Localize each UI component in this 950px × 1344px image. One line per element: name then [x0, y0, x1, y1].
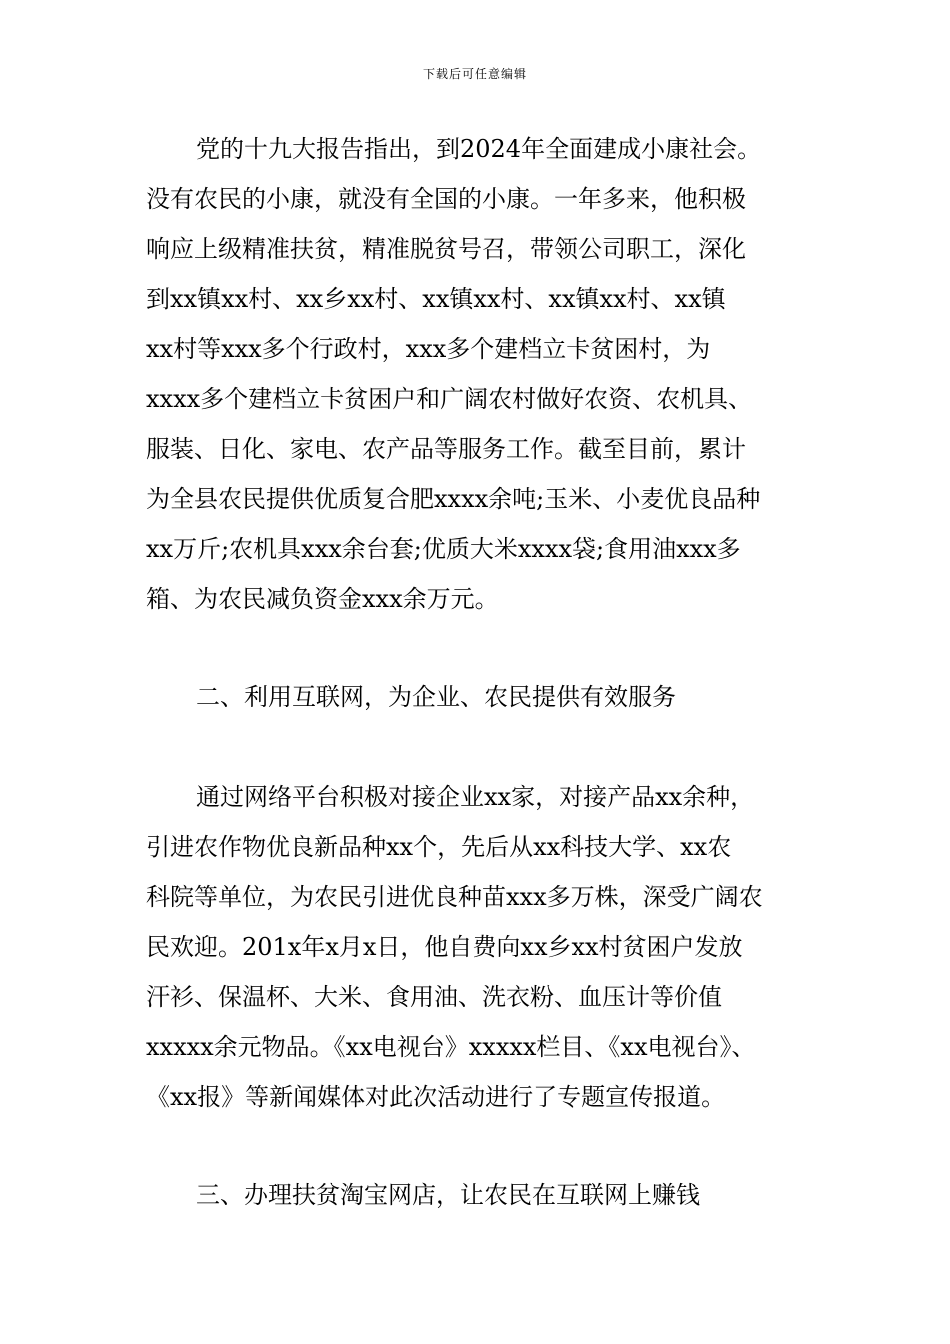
paragraph-line: xx万斤;农机具xxx余台套;优质大米xxxx袋;食用油xxx多 — [146, 535, 741, 563]
paragraph-line: 到xx镇xx村、xx乡xx村、xx镇xx村、xx镇xx村、xx镇 — [146, 285, 726, 313]
section-heading: 三、办理扶贫淘宝网店，让农民在互联网上赚钱 — [196, 1181, 700, 1209]
paragraph-line: 箱、为农民减负资金xxx余万元。 — [146, 585, 499, 613]
header-note: 下载后可任意编辑 — [422, 67, 527, 81]
paragraph-line: 民欢迎。201x年x月x日，他自费向xx乡xx村贫困户发放 — [146, 933, 743, 961]
paragraph-line: 没有农民的小康，就没有全国的小康。一年多来，他积极 — [146, 185, 746, 213]
paragraph-line: xxxxx余元物品。《xx电视台》xxxxx栏目、《xx电视台》、 — [146, 1033, 756, 1061]
paragraph-line: 《xx报》等新闻媒体对此次活动进行了专题宣传报道。 — [146, 1083, 726, 1111]
paragraph-line: 引进农作物优良新品种xx个，先后从xx科技大学、xx农 — [146, 833, 732, 861]
paragraph-line: 汗衫、保温杯、大米、食用油、洗衣粉、血压计等价值 — [146, 983, 722, 1011]
paragraph-line: 响应上级精准扶贫，精准脱贫号召，带领公司职工，深化 — [146, 235, 746, 263]
paragraph-line: 为全县农民提供优质复合肥xxxx余吨;玉米、小麦优良品种 — [146, 485, 761, 513]
paragraph-line: xxxx多个建档立卡贫困户和广阔农村做好农资、农机具、 — [146, 385, 753, 413]
section-heading: 二、利用互联网，为企业、农民提供有效服务 — [196, 683, 676, 711]
paragraph-line: 党的十九大报告指出，到2024年全面建成小康社会。 — [196, 135, 762, 163]
paragraph-line: 服装、日化、家电、农产品等服务工作。截至目前，累计 — [146, 435, 746, 463]
paragraph-line: 科院等单位，为农民引进优良种苗xxx多万株，深受广阔农 — [146, 883, 763, 911]
paragraph-line: 通过网络平台积极对接企业xx家，对接产品xx余种， — [196, 783, 755, 811]
paragraph-line: xx村等xxx多个行政村，xxx多个建档立卡贫困村，为 — [146, 335, 711, 363]
